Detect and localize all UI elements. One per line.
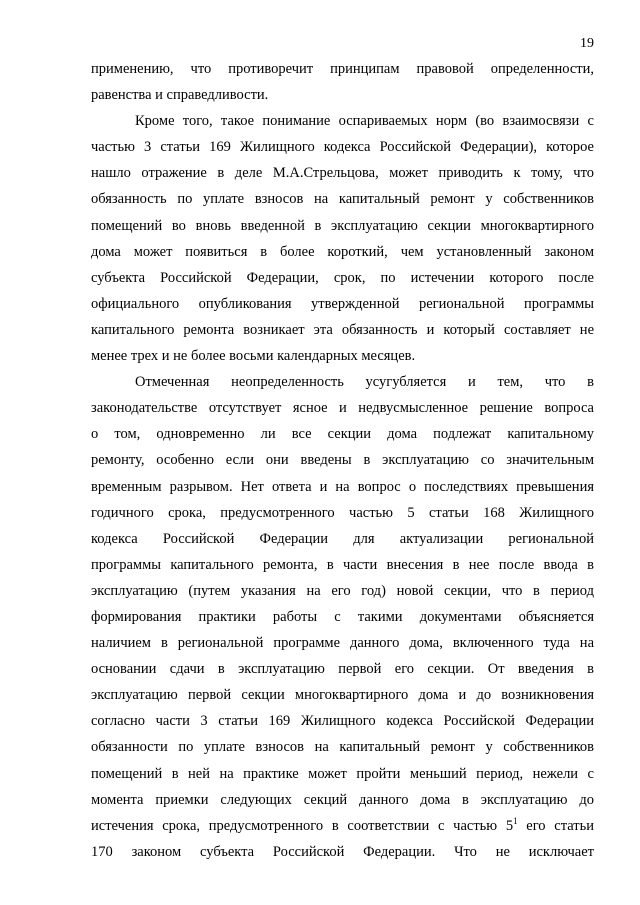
- text-segment: его статьи: [517, 817, 594, 834]
- text-line: программы капитального ремонта, в части внесения в нее после ввода в: [91, 556, 594, 573]
- text-line: кодекса Российской Федерации для актуализации региональной: [91, 530, 594, 547]
- text-line-with-superscript: [91, 813, 594, 839]
- text-line: субъекта Российской Федерации, срок, по истечении которого после: [91, 269, 594, 286]
- text-line: обязанности по уплате взносов на капитальный ремонт у собственников: [91, 739, 594, 756]
- text-line: применению, что противоречит принципам правовой определенности,: [91, 61, 594, 77]
- text-line: равенства и справедливости.: [91, 87, 269, 104]
- text-line: о том, одновременно ли все секции дома подлежат капитальному: [91, 426, 594, 443]
- body-text: [91, 56, 594, 865]
- text-line: эксплуатацию первой секции многоквартирного дома и до возникновения: [91, 687, 594, 704]
- text-line: ремонту, особенно если они введены в эксплуатацию со значительным: [91, 452, 594, 469]
- paragraph-first-line: Кроме того, такое понимание оспариваемых норм (во взаимосвязи с: [135, 113, 594, 130]
- text-segment: истечения срока, предусмотренного в соответствии с частью 5: [91, 817, 514, 834]
- text-line: годичного срока, предусмотренного частью 5 статьи 168 Жилищного: [91, 504, 594, 521]
- text-line: дома может появиться в более короткий, чем установленный законом: [91, 243, 594, 260]
- text-line: наличием в региональной программе данного дома, включенного туда на: [91, 635, 594, 652]
- text-line: формирования практики работы с такими документами объясняется: [91, 608, 594, 625]
- text-line: менее трех и не более восьми календарных месяцев.: [91, 348, 416, 365]
- text-line: помещений в ней на практике может пройти меньший период, нежели с: [91, 765, 594, 782]
- text-line: эксплуатацию (путем указания на его год) новой секции, что в период: [91, 582, 594, 599]
- text-line: нашло отражение в деле М.А.Стрельцова, может приводить к тому, что: [91, 165, 594, 182]
- text-line: основании сдачи в эксплуатацию первой его секции. От введения в: [91, 661, 594, 678]
- text-line: 170 законом субъекта Российской Федерации. Что не исключает: [91, 843, 594, 860]
- page-number: 19: [580, 36, 594, 51]
- text-line: момента приемки следующих секций данного дома в эксплуатацию до: [91, 791, 594, 808]
- text-line: обязанность по уплате взносов на капитальный ремонт у собственников: [91, 191, 594, 208]
- text-line: официального опубликования утвержденной региональной программы: [91, 295, 594, 312]
- paragraph-first-line: Отмеченная неопределенность усугубляется и тем, что в: [135, 374, 594, 391]
- superscript: 1: [513, 815, 518, 826]
- text-line: помещений во вновь введенной в эксплуатацию секции многоквартирного: [91, 217, 594, 234]
- text-line: капитального ремонта возникает эта обязанность и который составляет не: [91, 321, 594, 338]
- text-line: согласно части 3 статьи 169 Жилищного кодекса Российской Федерации: [91, 713, 594, 730]
- text-line: законодательстве отсутствует ясное и недвусмысленное решение вопроса: [91, 400, 594, 417]
- text-line: временным разрывом. Нет ответа и на вопрос о последствиях превышения: [91, 478, 594, 495]
- text-line: частью 3 статьи 169 Жилищного кодекса Российской Федерации), которое: [91, 139, 594, 156]
